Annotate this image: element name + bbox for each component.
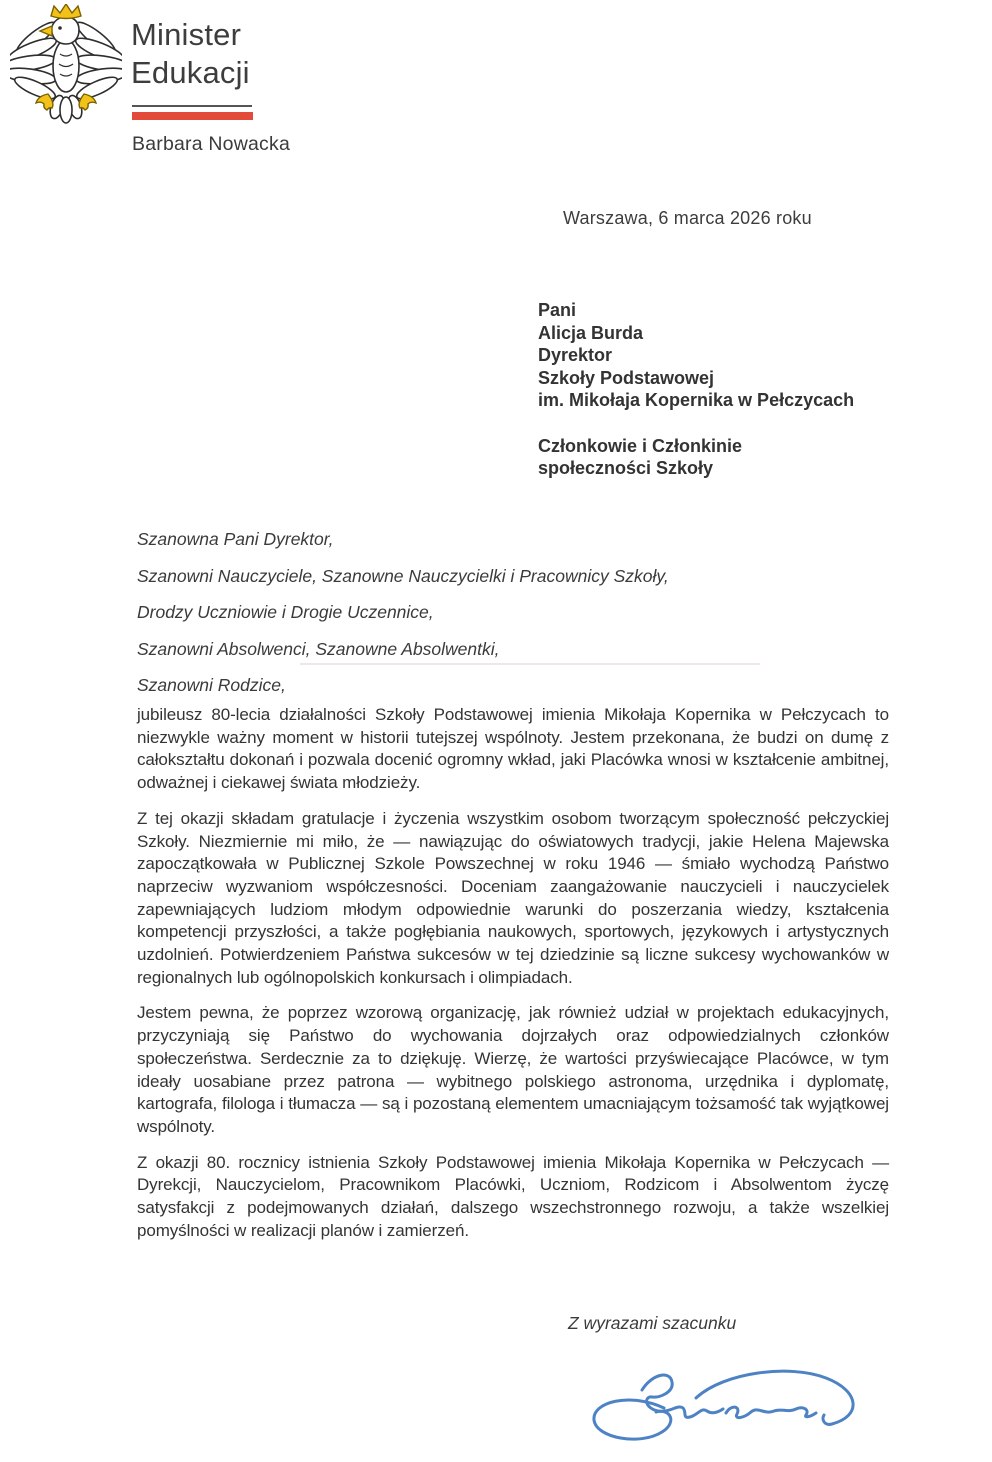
recipient-line: Alicja Burda [538, 322, 644, 343]
recipient-group-line: społeczności Szkoły [538, 458, 714, 478]
divider-thin-line [132, 105, 252, 107]
recipient-group-line: Członkowie i Członkinie [538, 435, 743, 456]
salutation-line: Szanowna Pani Dyrektor, [137, 529, 334, 549]
recipient-line: Pani [538, 300, 577, 320]
letter-body [137, 704, 889, 1255]
salutation-line: Drodzy Uczniowie i Drogie Uczennice, [137, 602, 434, 622]
handwritten-signature-icon [578, 1356, 878, 1456]
ministry-title [131, 16, 250, 92]
body-paragraph: jubileusz 80-lecia działalności Szkoły Podstawowej imienia Mikołaja Kopernika w Pełczycach to niezwykle ważny moment w historii tutejszej wspólnoty. Jestem przekonana, że budzi on dumę z całokształtu dokonań i pozwala docenić ogromny wkład, jaki Placówka wnosi w kształcenie ambitnej, odważnej i ciekawej świata młodzieży. [137, 705, 889, 793]
salutation-line: Szanowni Absolwenci, Szanowne Absolwentki, [137, 638, 500, 659]
divider-red-bar [132, 112, 253, 120]
closing-phrase: Z wyrazami szacunku [568, 1313, 737, 1333]
salutation-line: Szanowni Rodzice, [137, 675, 286, 695]
body-paragraph: Jestem pewna, że poprzez wzorową organizację, jak również udział w projektach edukacyjnych, przyczyniają się Państwo do wychowania dojrzałych oraz odpowiedzialnych członków społeczeństwa. Serdecznie za to dziękuję. Wierzę, że wartości przyświecające Placówce, w tym ideały uosabiane przez patrona — wybitnego polskiego astronoma, urzędnika i dyplomatę, kartografa, filologa i tłumacza — są i pozostaną elementem umacniającym tożsamość tak wyjątkowej wspólnoty. [137, 1003, 889, 1136]
ministry-title-line1: Minister [131, 17, 242, 52]
recipient-group [538, 435, 854, 480]
recipient-line: Szkoły Podstawowej [538, 367, 715, 388]
body-paragraph: Z okazji 80. rocznicy istnienia Szkoły Podstawowej imienia Mikołaja Kopernika w Pełczycach — Dyrekcji, Nauczycielom, Pracownikom Placówki, Uczniom, Rodzicom i Absolwentom życzę satysfakcji z podejmowanych działań, dalszego wszechstronnego rozwoju, a także wszelkiej pomyślności w realizacji planów i zamierzeń. [137, 1152, 889, 1240]
salutations-block [137, 529, 669, 712]
body-paragraph: Z tej okazji składam gratulacje i życzenia wszystkim osobom tworzącym społeczność pełczyckiej Szkoły. Niezmiernie mi miło, że — nawiązując do oświatowych tradycji, jakie Helena Majewska zapoczątkowała w Publicznej Szkole Powszechnej w roku 1946 — śmiało wychodzą Państwo naprzeciw wyzwaniom współczesności. Doceniam zaangażowanie nauczycieli i nauczycielek zapewniających ludziom młodym odpowiednie warunki do poszerzania wiedzy, kształcenia kompetencji przyszłości, a także pogłębiania naukowych, sportowych, językowych i artystycznych uzdolnień. Potwierdzeniem Państwa sukcesów w tej dziedzinie są liczne sukcesy wychowanków w regionalnych lub ogólnopolskich konkursach i olimpiadach. [137, 808, 889, 987]
recipient-block [538, 299, 854, 480]
recipient-line: im. Mikołaja Kopernika w Pełczycach [538, 390, 855, 410]
signatory-name: Barbara Nowacka [132, 133, 290, 155]
scan-artifact-line [300, 663, 760, 665]
ministry-title-line2: Edukacji [131, 55, 250, 90]
recipient-line: Dyrektor [538, 345, 613, 365]
date-line: Warszawa, 6 marca 2026 roku [563, 208, 812, 228]
coat-of-arms-icon [10, 4, 122, 130]
salutation-line: Szanowni Nauczyciele, Szanowne Nauczycielki i Pracownicy Szkoły, [137, 565, 669, 586]
